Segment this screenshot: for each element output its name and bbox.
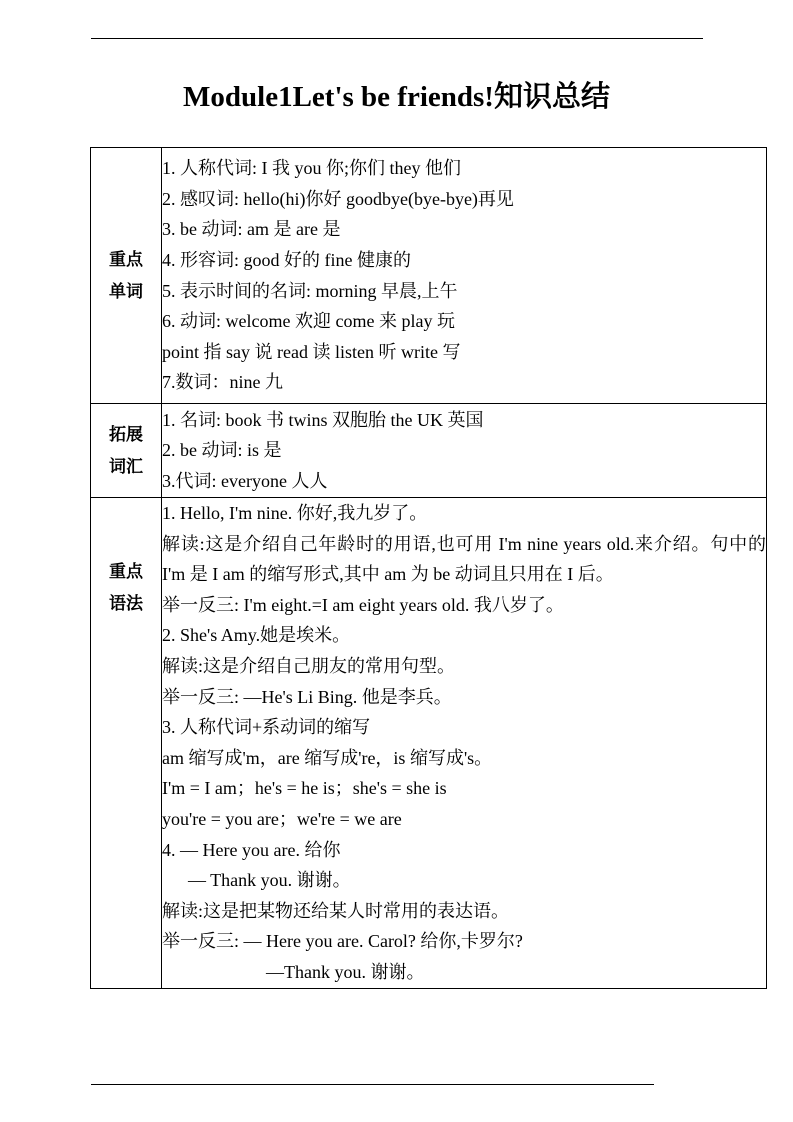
content-line: I'm = I am；he's = he is；she's = she is — [162, 778, 447, 799]
content-line: 1. Hello, I'm nine. 你好,我九岁了。 — [162, 503, 428, 523]
section-label-line: 重点 — [109, 562, 143, 582]
content-line: 4. — Here you are. 给你 — [162, 839, 341, 860]
content-line: 2. 感叹词: hello(hi)你好 goodbye(bye-bye)再见 — [162, 188, 514, 209]
content-line: — Thank you. 谢谢。 — [188, 870, 351, 891]
footer-rule — [91, 1084, 654, 1085]
section-label — [91, 148, 162, 404]
section-content — [162, 404, 767, 498]
section-label-line: 单词 — [109, 281, 143, 302]
content-line: point 指 say 说 read 读 listen 听 write 写 — [162, 341, 461, 362]
section-extended-vocabulary — [91, 404, 767, 498]
document-title: Module1Let's be friends!知识总结 — [183, 81, 610, 113]
section-key-grammar — [91, 498, 767, 989]
content-line: 3. 人称代词+系动词的缩写 — [162, 717, 371, 738]
content-line: 1. 名词: book 书 twins 双胞胎 the UK 英国 — [162, 409, 484, 430]
summary-table — [90, 147, 767, 989]
section-label-line: 词汇 — [109, 456, 143, 477]
content-line: 4. 形容词: good 好的 fine 健康的 — [162, 249, 411, 270]
content-line: 举一反三: I'm eight.=I am eight years old. 我八岁了。 — [162, 594, 564, 615]
content-line: 1. 人称代词: I 我 you 你;你们 they 他们 — [162, 158, 461, 179]
content-line: 6. 动词: welcome 欢迎 come 来 play 玩 — [162, 311, 455, 332]
content-line: 5. 表示时间的名词: morning 早晨,上午 — [162, 280, 458, 301]
section-content — [162, 498, 767, 989]
section-label — [91, 404, 162, 498]
section-label-line: 拓展 — [109, 424, 143, 445]
content-line: 3.代词: everyone 人人 — [162, 470, 328, 491]
content-line: 2. She's Amy.她是埃米。 — [162, 625, 351, 646]
content-line: —Thank you. 谢谢。 — [266, 961, 425, 982]
section-label — [91, 498, 162, 989]
content-line: am 缩写成'm，are 缩写成're，is 缩写成's。 — [162, 747, 493, 768]
section-label-line: 重点 — [109, 249, 143, 270]
content-line: 解读:这是把某物还给某人时常用的表达语。 — [162, 900, 509, 921]
content-line: 举一反三: —He's Li Bing. 他是李兵。 — [162, 686, 452, 707]
content-line: 解读:这是介绍自己朋友的常用句型。 — [162, 655, 455, 676]
content-paragraph: 解读:这是介绍自己年龄时的用语,也可用 I'm nine years old.来介绍。句中的 I'm 是 I am 的缩写形式,其中 am 为 be 动词且只用在 I 后。 — [162, 533, 766, 585]
content-line: you're = you are；we're = we are — [162, 808, 402, 829]
section-label-line: 语法 — [109, 594, 143, 614]
section-content — [162, 148, 767, 404]
section-key-words — [91, 148, 767, 404]
header-rule — [91, 38, 703, 39]
content-line: 3. be 动词: am 是 are 是 — [162, 219, 341, 240]
content-line: 7.数词：nine 九 — [162, 372, 283, 393]
content-line: 举一反三: — Here you are. Carol? 给你,卡罗尔? — [162, 931, 523, 952]
content-line: 2. be 动词: is 是 — [162, 440, 282, 461]
